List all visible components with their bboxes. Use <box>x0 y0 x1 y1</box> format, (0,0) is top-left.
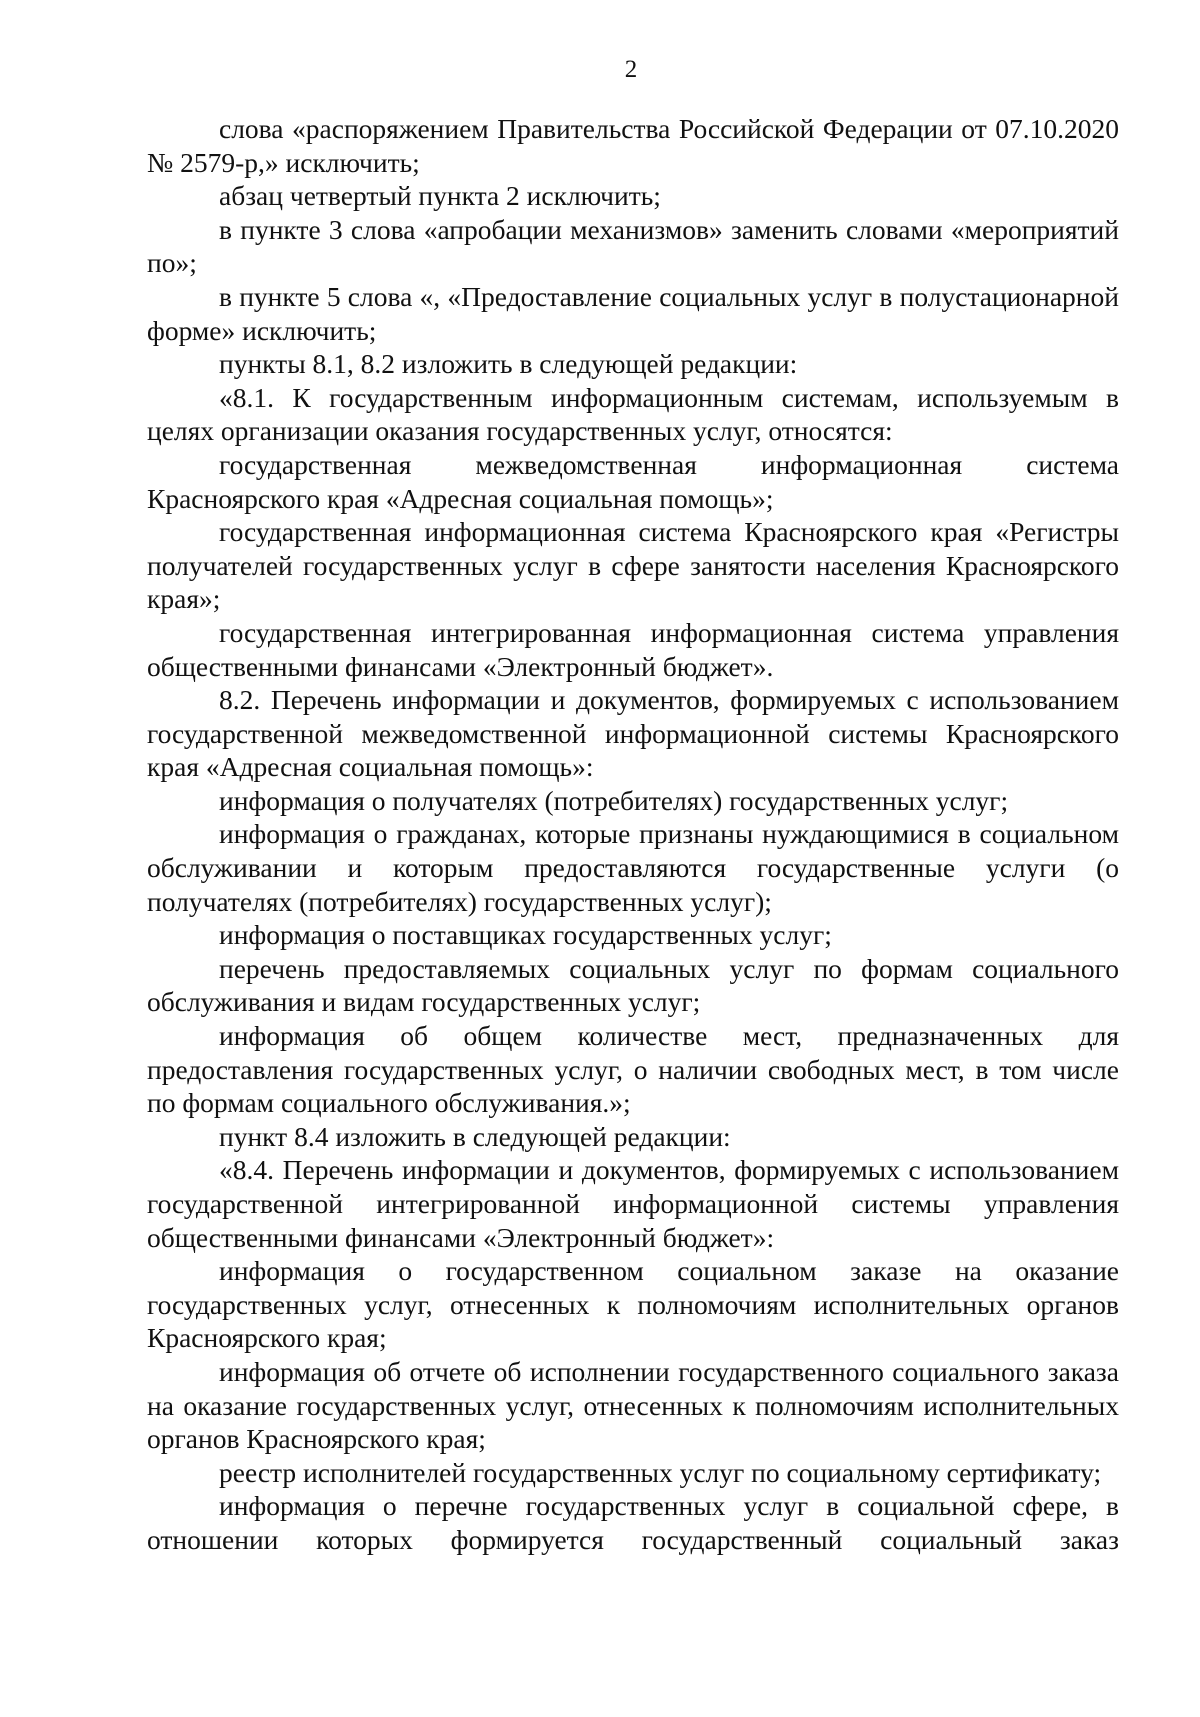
paragraph: информация о гражданах, которые признаны нуждающимися в социальном обслуживании и которым предоставляются государственные услуги (о получателях (потребителях) государственных услуг); <box>147 818 1119 917</box>
paragraph: перечень предоставляемых социальных услуг по формам социального обслуживания и видам государственных услуг; <box>147 952 1119 1018</box>
paragraph: 8.2. Перечень информации и документов, формируемых с использованием государственной межведомственной информационной системы Красноярского края «Адресная социальная помощь»: <box>147 684 1119 783</box>
paragraph: «8.4. Перечень информации и документов, формируемых с использованием государственной интегрированной информационной системы управления общественными финансами «Электронный бюджет»: <box>147 1154 1119 1253</box>
paragraph: информация о перечне государственных услуг в социальной сфере, в отношении которых формируется государственный социальный заказ <box>147 1490 1119 1555</box>
paragraph: пункт 8.4 изложить в следующей редакции: <box>219 1120 731 1152</box>
document-body <box>147 112 1119 1557</box>
paragraph: государственная информационная система Красноярского края «Регистры получателей государственных услуг в сфере занятости населения Красноярского края»; <box>147 516 1119 615</box>
paragraph: государственная межведомственная информационная система Красноярского края «Адресная социальная помощь»; <box>147 448 1119 514</box>
paragraph: реестр исполнителей государственных услуг по социальному сертификату; <box>219 1456 1102 1488</box>
paragraph: информация об отчете об исполнении государственного социального заказа на оказание государственных услуг, отнесенных к полномочиям исполнительных органов Красноярского края; <box>147 1355 1119 1455</box>
paragraph: государственная интегрированная информационная система управления общественными финансами «Электронный бюджет». <box>147 616 1119 682</box>
paragraph: информация о получателях (потребителях) государственных услуг; <box>219 784 1009 816</box>
paragraph: в пункте 5 слова «, «Предоставление социальных услуг в полустационарной форме» исключить; <box>147 280 1119 346</box>
paragraph: информация о государственном социальном заказе на оказание государственных услуг, отнесенных к полномочиям исполнительных органов Красноярского края; <box>147 1255 1119 1354</box>
paragraph: в пункте 3 слова «апробации механизмов» заменить словами «мероприятий по»; <box>147 213 1119 279</box>
paragraph: пункты 8.1, 8.2 изложить в следующей редакции: <box>219 348 798 380</box>
paragraph: «8.1. К государственным информационным системам, используемым в целях организации оказания государственных услуг, относятся: <box>147 381 1119 447</box>
paragraph: информация о поставщиках государственных услуг; <box>219 919 832 951</box>
paragraph: абзац четвертый пункта 2 исключить; <box>219 180 661 212</box>
page-number: 2 <box>624 56 638 83</box>
paragraph: информация об общем количестве мест, предназначенных для предоставления государственных услуг, о наличии свободных мест, в том числе по формам социального обслуживания.»; <box>147 1020 1119 1119</box>
paragraph: слова «распоряжением Правительства Российской Федерации от 07.10.2020 № 2579-р,» исключить; <box>147 113 1119 178</box>
